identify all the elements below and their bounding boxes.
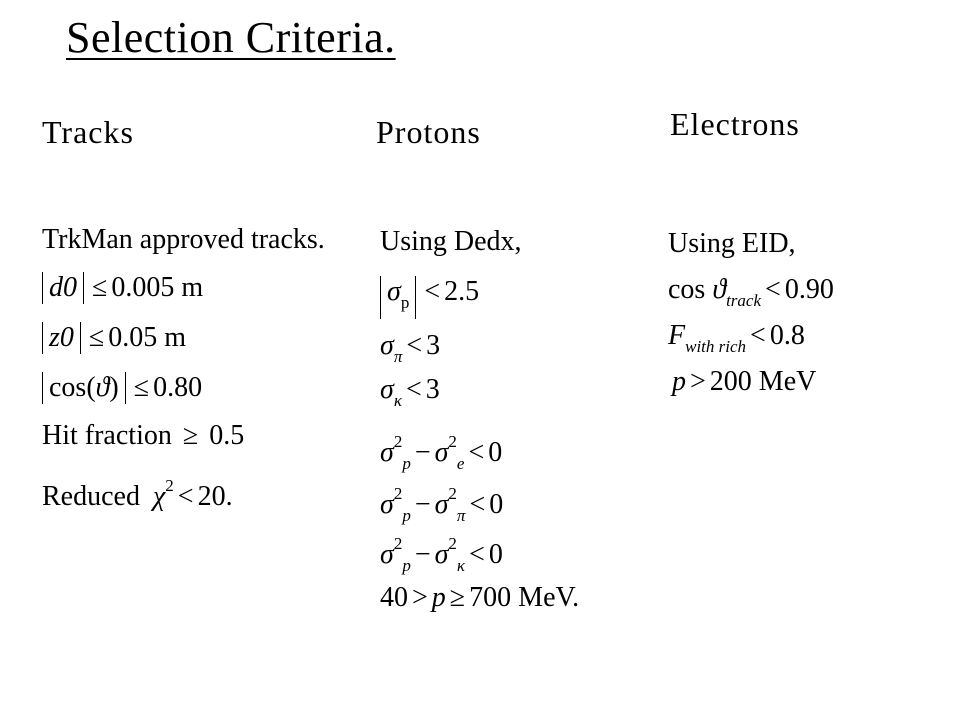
protons-sigma-k: [380, 370, 440, 421]
cos-close: ): [109, 372, 119, 403]
chi-value: 20.: [197, 481, 233, 512]
tracks-z0-criterion: [42, 318, 186, 358]
electrons-cos: [668, 270, 834, 321]
sigma-a: σ: [380, 437, 394, 468]
p-hi: 700 MeV.: [469, 582, 580, 613]
diff-operator: <: [468, 437, 485, 468]
diff-value: 0: [488, 437, 503, 468]
chi-operator: <: [177, 481, 194, 512]
sigma-b: σ: [434, 489, 449, 520]
sigma-var: σ: [380, 374, 394, 405]
diff-operator: <: [469, 489, 486, 520]
tracks-intro: TrkMan approved tracks.: [42, 224, 325, 255]
z0-operator: ≤: [88, 322, 105, 353]
protons-momentum: [380, 578, 579, 618]
spi-operator: <: [406, 330, 423, 361]
sigma-b: σ: [434, 539, 449, 570]
sub-a: p: [402, 556, 411, 575]
cos-value: 0.80: [153, 372, 203, 403]
spi-value: 3: [426, 330, 441, 361]
theta-var: ϑ: [712, 274, 727, 305]
tracks-cos-criterion: [42, 368, 202, 408]
theta-var: ϑ: [95, 372, 110, 403]
sk-value: 3: [425, 374, 440, 405]
tracks-chi-criterion: [42, 466, 233, 517]
tracks-d0-criterion: [42, 268, 203, 308]
sub-b: π: [456, 506, 466, 525]
sub-b: e: [456, 454, 465, 473]
sk-operator: <: [405, 374, 422, 405]
minus-sign: −: [414, 539, 431, 570]
sup-a: 2: [393, 534, 403, 553]
sp-operator: <: [424, 276, 441, 307]
minus-sign: −: [414, 437, 431, 468]
electrons-heading: Electrons: [670, 106, 800, 142]
protons-intro: Using Dedx,: [380, 226, 522, 257]
cos-operator: <: [765, 274, 781, 305]
f-sub: with rich: [685, 337, 747, 356]
sup-a: 2: [393, 432, 403, 451]
cos-fn: cos: [668, 274, 706, 305]
d0-operator: ≤: [92, 272, 108, 303]
sigma-var: σ: [387, 276, 401, 307]
sup-b: 2: [448, 484, 457, 503]
p-lo: 40: [380, 582, 408, 613]
diff-operator: <: [469, 539, 485, 570]
z0-var: z0: [49, 322, 74, 353]
p-value: 200 MeV: [709, 366, 817, 397]
cos-value: 0.90: [784, 274, 834, 305]
hit-value: 0.5: [209, 420, 245, 451]
sigma-var: σ: [380, 330, 394, 361]
sub-b: κ: [456, 556, 466, 575]
sup-b: 2: [448, 432, 457, 451]
chi-sup: 2: [165, 476, 174, 495]
f-var: F: [668, 320, 686, 351]
sub-a: p: [402, 454, 411, 473]
track-sub: track: [726, 291, 762, 310]
p-var: p: [672, 366, 686, 397]
page-title: Selection Criteria.: [66, 13, 396, 62]
p-op2: ≥: [449, 582, 466, 613]
electrons-f-rich: [668, 316, 805, 367]
hit-operator: ≥: [182, 420, 199, 451]
sigma-sub: π: [393, 347, 403, 366]
z0-value: 0.05 m: [108, 322, 187, 353]
abs-bars: [380, 276, 416, 319]
abs-bars: [42, 372, 126, 404]
protons-heading: Protons: [376, 114, 481, 150]
tracks-heading: Tracks: [42, 114, 134, 150]
d0-var: d0: [49, 272, 77, 303]
p-op1: >: [412, 582, 428, 613]
p-var: p: [431, 582, 446, 613]
minus-sign: −: [414, 489, 431, 520]
sub-a: p: [402, 506, 411, 525]
sigma-sub: p: [400, 293, 410, 312]
tracks-hit-criterion: [42, 416, 244, 456]
chi-var: χ: [152, 481, 166, 512]
abs-bars: [42, 272, 84, 304]
cos-operator: ≤: [133, 372, 150, 403]
protons-diff-k: [380, 524, 503, 586]
cos-fn: cos(: [49, 372, 96, 403]
diff-value: 0: [488, 539, 503, 570]
sigma-a: σ: [380, 489, 394, 520]
hit-text: Hit fraction: [42, 420, 172, 451]
protons-sigma-p: [380, 272, 479, 319]
sup-a: 2: [393, 484, 403, 503]
chi-text: Reduced: [42, 481, 140, 512]
electrons-intro: Using EID,: [668, 228, 796, 259]
sigma-a: σ: [380, 539, 394, 570]
d0-value: 0.005 m: [111, 272, 204, 303]
diff-value: 0: [489, 489, 504, 520]
sp-value: 2.5: [444, 276, 480, 307]
f-value: 0.8: [769, 320, 805, 351]
abs-bars: [42, 322, 81, 354]
sigma-b: σ: [434, 437, 449, 468]
f-operator: <: [750, 320, 766, 351]
sup-b: 2: [448, 534, 457, 553]
electrons-momentum: [668, 362, 816, 402]
sigma-sub: κ: [393, 391, 402, 410]
p-operator: >: [690, 366, 706, 397]
